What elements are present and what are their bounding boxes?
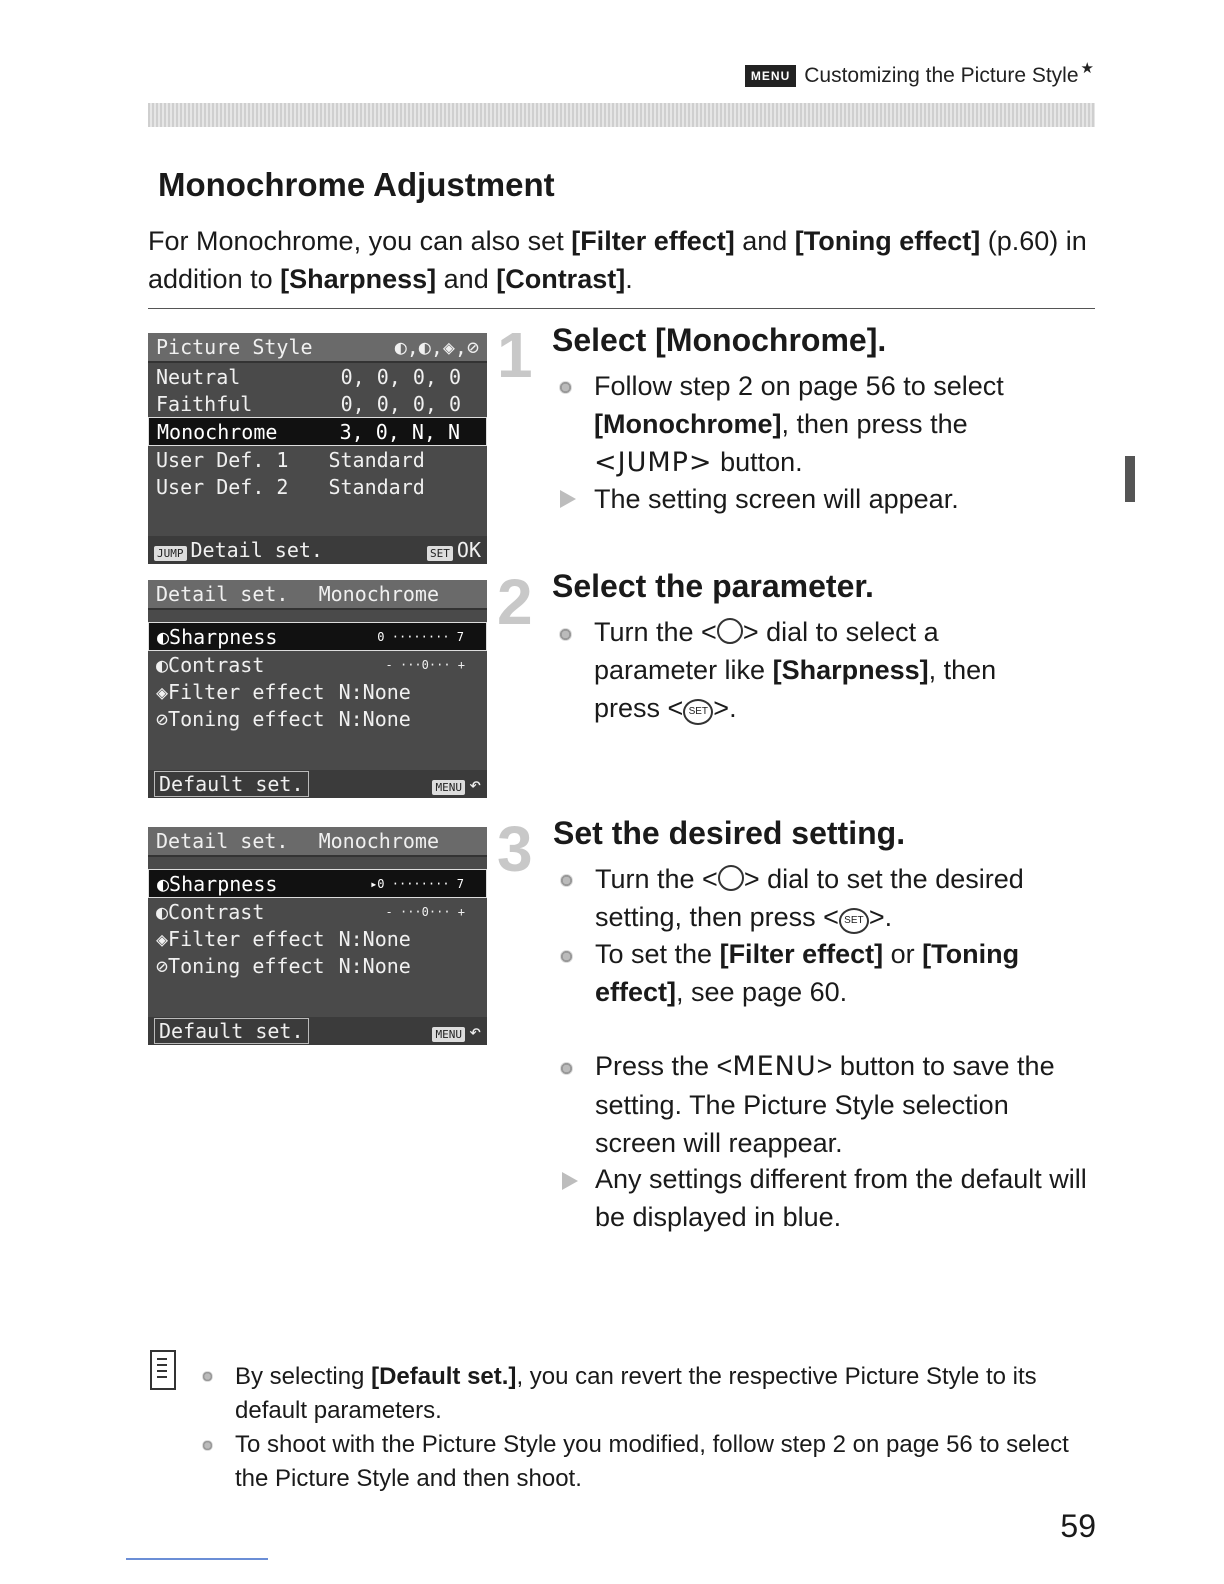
quick-control-dial-icon bbox=[717, 618, 743, 644]
style-row-selected: Monochrome 3, 0, N, N bbox=[148, 417, 487, 446]
bullet-icon bbox=[202, 1371, 213, 1382]
step-3-save: Press the <MENU> button to save the setting. The Picture Style selection screen will reappear. bbox=[595, 1051, 1055, 1158]
step-1-instruction: Follow step 2 on page 56 to select [Monochrome], then press the <JUMP> button. bbox=[594, 371, 1004, 478]
param-row: ◈Filter effect N:None bbox=[156, 679, 411, 704]
step-number-2: 2 bbox=[497, 566, 533, 638]
bullet-icon bbox=[559, 628, 572, 641]
param-row-selected: ◐Sharpness ▸0 ········ 7 bbox=[148, 869, 487, 898]
param-row: ◈Filter effect N:None bbox=[156, 926, 411, 951]
screen-footer: Default set. MENU ↶ bbox=[148, 1017, 487, 1045]
step-3-heading: Set the desired setting. bbox=[553, 815, 906, 851]
menu-tag: MENU bbox=[432, 1027, 465, 1042]
param-row: ⊘Toning effect N:None bbox=[156, 706, 411, 731]
style-row: User Def. 1 Standard bbox=[156, 447, 425, 472]
page-header bbox=[745, 60, 1094, 88]
screen-title: Picture Style bbox=[156, 335, 313, 359]
step-2-heading: Select the parameter. bbox=[552, 568, 874, 604]
step-3-result: Any settings different from the default will be displayed in blue. bbox=[595, 1164, 1087, 1232]
style-row: User Def. 2 Standard bbox=[156, 474, 425, 499]
set-button-icon: SET bbox=[683, 699, 713, 725]
star-icon: ★ bbox=[1080, 60, 1094, 77]
screen-footer: JUMP Detail set. SET OK bbox=[148, 536, 487, 564]
intro-paragraph: For Monochrome, you can also set [Filter effect] and [Toning effect] (p.60) in addition to [Sharpness] and [Contrast]. bbox=[148, 226, 1087, 294]
chapter-tab-marker bbox=[1125, 456, 1135, 502]
param-row: ⊘Toning effect N:None bbox=[156, 953, 411, 978]
set-button-icon: SET bbox=[839, 908, 869, 934]
screen-title-bar: Detail set. Monochrome bbox=[148, 827, 487, 857]
param-row-selected: ◐Sharpness 0 ········ 7 bbox=[148, 622, 487, 651]
step-3-filter-note: To set the [Filter effect] or [Toning effect], see page 60. bbox=[595, 939, 1020, 1007]
step-number-1: 1 bbox=[497, 319, 533, 391]
bullet-icon bbox=[560, 950, 573, 963]
divider bbox=[148, 308, 1095, 309]
link-underline bbox=[126, 1558, 268, 1560]
style-row: Faithful 0, 0, 0, 0 bbox=[156, 391, 461, 416]
note-default-set: By selecting [Default set.], you can revert the respective Picture Style to its default parameters. bbox=[235, 1363, 1037, 1424]
header-band bbox=[148, 103, 1095, 127]
step-2-instruction: Turn the < > dial to select a parameter like [Sharpness], then press < SET >. bbox=[594, 617, 997, 723]
result-arrow-icon bbox=[560, 490, 576, 508]
bullet-icon bbox=[559, 381, 572, 394]
result-arrow-icon bbox=[562, 1172, 578, 1190]
bullet-icon bbox=[560, 1062, 573, 1075]
bullet-icon bbox=[560, 874, 573, 887]
quick-control-dial-icon bbox=[718, 865, 744, 891]
section-title: Customizing the Picture Style bbox=[804, 64, 1079, 87]
note-shoot: To shoot with the Picture Style you modified, follow step 2 on page 56 to select the Picture Style and then shoot. bbox=[235, 1431, 1069, 1492]
menu-icon: MENU bbox=[745, 65, 796, 87]
step-3-instruction: Turn the < > dial to set the desired setting, then press < SET >. bbox=[595, 864, 1024, 932]
parameter-icons: ◐,◐,◈,⊘ bbox=[394, 335, 479, 359]
screen-title-bar: Detail set. Monochrome bbox=[148, 580, 487, 610]
step-number-3: 3 bbox=[497, 813, 533, 885]
screen-title-bar bbox=[148, 333, 487, 363]
set-tag: SET bbox=[427, 546, 453, 561]
page-number: 59 bbox=[1060, 1508, 1096, 1544]
page-title: Monochrome Adjustment bbox=[158, 166, 555, 203]
detail-set-screen-adjust bbox=[148, 827, 487, 1045]
param-row: ◐Contrast - ···0··· + bbox=[156, 652, 465, 677]
menu-tag: MENU bbox=[432, 780, 465, 795]
screen-footer: Default set. MENU ↶ bbox=[148, 770, 487, 798]
style-row: Neutral 0, 0, 0, 0 bbox=[156, 364, 461, 389]
detail-set-screen bbox=[148, 580, 487, 798]
bullet-icon bbox=[202, 1440, 213, 1451]
param-row: ◐Contrast - ···0··· + bbox=[156, 899, 465, 924]
step-1-result: The setting screen will appear. bbox=[594, 484, 959, 514]
jump-tag: JUMP bbox=[154, 546, 187, 561]
picture-style-screen bbox=[148, 333, 487, 564]
note-icon bbox=[150, 1350, 176, 1390]
step-1-heading: Select [Monochrome]. bbox=[552, 322, 887, 358]
